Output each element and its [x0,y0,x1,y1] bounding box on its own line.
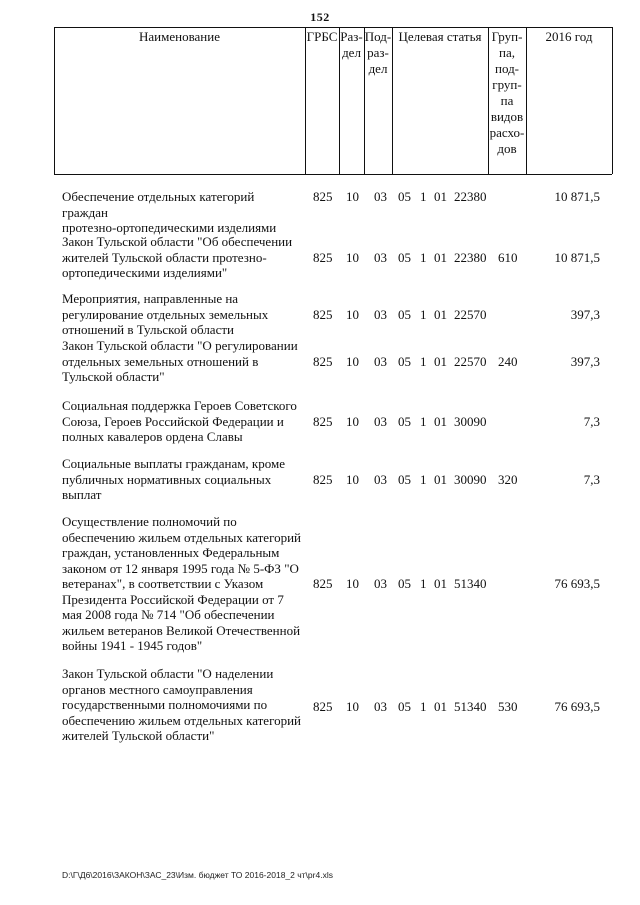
cell-target-event: 01 [434,472,447,487]
cell-target-code: 51340 [454,699,487,714]
header-year: 2016 год [545,29,593,44]
row-name: Закон Тульской области "О регулировании отдельных земельных отношений в Тульской области" [62,338,298,384]
cell-amount: 76 693,5 [554,699,600,714]
cell-target-event: 01 [434,576,447,591]
cell-target-subprogram: 1 [420,414,427,429]
cell-grbs: 825 [313,414,333,429]
cell-podrazdel: 03 [374,472,387,487]
cell-target-event: 01 [434,414,447,429]
page-number: 152 [310,10,330,24]
cell-target-subprogram: 1 [420,576,427,591]
cell-razdel: 10 [346,250,359,265]
file-path-footer: D:\Г\Д6\2016\ЗАКОН\ЗАС_23\Изм. бюджет ТО 2016-2018_2 чт\pr4.xls [62,870,333,880]
cell-group: 610 [498,250,518,265]
cell-razdel: 10 [346,699,359,714]
cell-target-code: 22380 [454,250,487,265]
header-top-border [54,27,612,28]
cell-grbs: 825 [313,354,333,369]
header-razdel: Раз- дел [340,29,363,60]
cell-podrazdel: 03 [374,250,387,265]
cell-target-subprogram: 1 [420,189,427,204]
header-group: Груп- па, под- груп- па видов расхо- дов [489,29,525,156]
cell-amount: 7,3 [583,472,600,487]
cell-target-event: 01 [434,189,447,204]
cell-podrazdel: 03 [374,189,387,204]
cell-target-event: 01 [434,307,447,322]
cell-grbs: 825 [313,472,333,487]
cell-target-program: 05 [398,307,411,322]
cell-podrazdel: 03 [374,699,387,714]
cell-target-subprogram: 1 [420,354,427,369]
cell-grbs: 825 [313,576,333,591]
cell-razdel: 10 [346,472,359,487]
col-border [54,27,55,174]
row-name: Мероприятия, направленные на регулирование отдельных земельных отношений в Тульской области [62,291,269,337]
cell-target-event: 01 [434,699,447,714]
cell-podrazdel: 03 [374,354,387,369]
cell-target-code: 51340 [454,576,487,591]
cell-target-program: 05 [398,472,411,487]
cell-grbs: 825 [313,250,333,265]
cell-amount: 76 693,5 [554,576,600,591]
row-name: Социальная поддержка Героев Советского Союза, Героев Российской Федерации и полных кавалеров ордена Славы [62,398,297,444]
cell-grbs: 825 [313,307,333,322]
row-name: Осуществление полномочий по обеспечению жильем отдельных категорий граждан, установленных Федеральным законом от 12 января 1995 года № 5-ФЗ "О ветеранах", в соответствии с Указом Президента Российской Федерации от 7 мая 2008 года № 714 "Об обеспечении жильем ветеранов Великой Отечественной войны 1941 - 1945 годов" [62,514,302,653]
cell-target-code: 22570 [454,307,487,322]
row-name: Социальные выплаты гражданам, кроме публичных нормативных социальных выплат [62,456,285,502]
header-podrazdel: Под- раз- дел [364,29,392,76]
cell-razdel: 10 [346,307,359,322]
col-border [392,27,393,174]
col-border [526,27,527,174]
row-name: Закон Тульской области "Об обеспечении жителей Тульской области протезно- ортопедическими изделиями" [62,234,293,280]
cell-target-code: 22380 [454,189,487,204]
cell-podrazdel: 03 [374,307,387,322]
cell-target-subprogram: 1 [420,250,427,265]
cell-target-code: 30090 [454,414,487,429]
cell-grbs: 825 [313,699,333,714]
cell-target-subprogram: 1 [420,699,427,714]
cell-razdel: 10 [346,354,359,369]
row-name: Обеспечение отдельных категорий граждан протезно-ортопедическими изделиями [62,189,277,235]
cell-razdel: 10 [346,189,359,204]
cell-podrazdel: 03 [374,576,387,591]
cell-podrazdel: 03 [374,414,387,429]
col-border [305,27,306,174]
header-target: Целевая статья [398,29,482,44]
cell-target-code: 22570 [454,354,487,369]
cell-group: 530 [498,699,518,714]
row-name: Закон Тульской области "О наделении органов местного самоуправления государственными полномочиями по обеспечению жильем отдельных категорий жителей Тульской области" [62,666,302,743]
cell-grbs: 825 [313,189,333,204]
col-border [612,27,613,174]
cell-target-code: 30090 [454,472,487,487]
cell-target-program: 05 [398,414,411,429]
cell-group: 240 [498,354,518,369]
header-grbs: ГРБС [306,29,338,44]
cell-target-program: 05 [398,576,411,591]
cell-target-program: 05 [398,189,411,204]
cell-target-event: 01 [434,354,447,369]
cell-group: 320 [498,472,518,487]
cell-target-subprogram: 1 [420,307,427,322]
cell-razdel: 10 [346,576,359,591]
cell-target-subprogram: 1 [420,472,427,487]
cell-target-program: 05 [398,250,411,265]
cell-amount: 7,3 [583,414,600,429]
cell-amount: 397,3 [570,354,600,369]
cell-target-program: 05 [398,354,411,369]
cell-razdel: 10 [346,414,359,429]
cell-target-program: 05 [398,699,411,714]
cell-amount: 397,3 [570,307,600,322]
header-bottom-border [54,174,612,175]
cell-target-event: 01 [434,250,447,265]
cell-amount: 10 871,5 [554,189,600,204]
cell-amount: 10 871,5 [554,250,600,265]
header-name: Наименование [139,29,220,44]
